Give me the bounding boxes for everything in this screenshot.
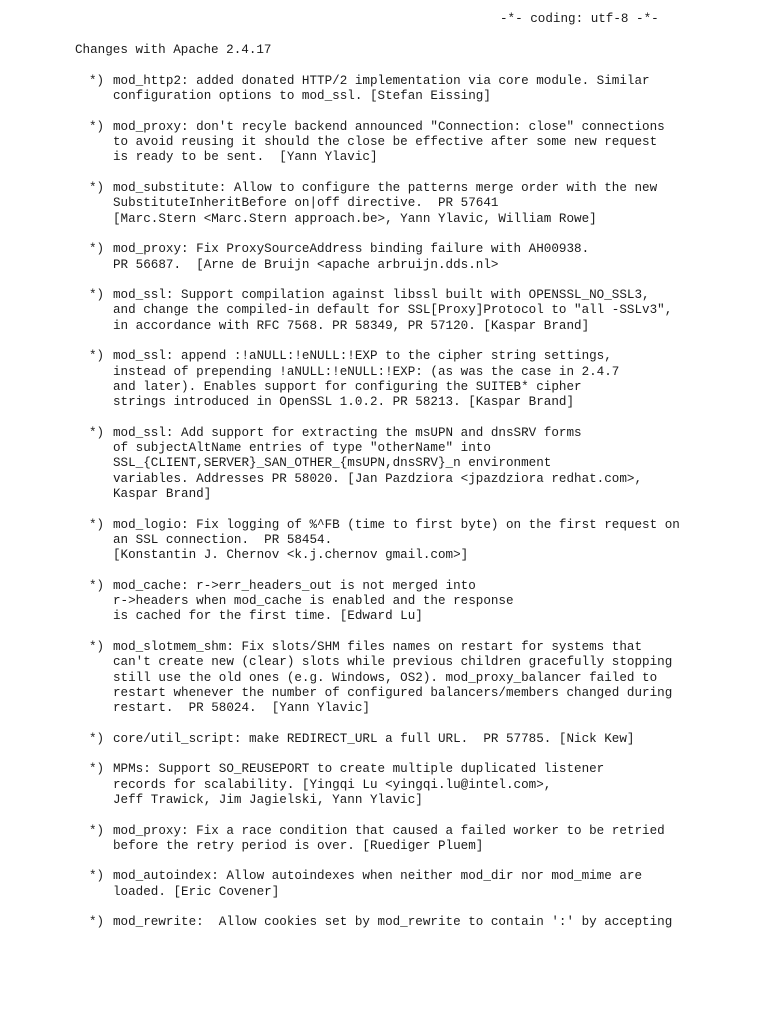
entry-text: mod_proxy: don't recyle backend announced "Connection: close" connections to avoid reusing it should the close be effective after some new request is ready to be sent. [Yann Ylavic] — [113, 119, 665, 165]
entry-text: mod_substitute: Allow to configure the patterns merge order with the new SubstituteInheritBefore on|off directive. PR 57641 [Marc.Stern <Marc.Stern approach.be>, Yann Ylavic, William Rowe] — [113, 181, 658, 226]
change-entry — [89, 518, 768, 564]
entry-text: mod_cache: r->err_headers_out is not merged into r->headers when mod_cache is enabled and the response is cached for the first time. [Edward Lu] — [113, 578, 514, 624]
entry-text: MPMs: Support SO_REUSEPORT to create multiple duplicated listener records for scalability. [Yingqi Lu <yingqi.lu@intel.com>, Jeff Trawick, Jim Jagielski, Yann Ylavic] — [113, 762, 605, 807]
change-entry — [89, 579, 768, 625]
entry-text: core/util_script: make REDIRECT_URL a full URL. PR 57785. [Nick Kew] — [113, 731, 635, 746]
entry-text: mod_ssl: Support compilation against libssl built with OPENSSL_NO_SSL3, and change the compiled-in default for SSL[Proxy]Protocol to "all -SSLv3", in accordance with RFC 7568. PR 58349, PR 57120. [Kaspar Brand] — [113, 288, 673, 333]
entry-text: mod_ssl: append :!aNULL:!eNULL:!EXP to the cipher string settings, instead of prepending !aNULL:!eNULL:!EXP: (as was the case in 2.4.7 and later). Enables support for configuring the SUITEB* cipher strings introduced in OpenSSL 1.0.2. PR 58213. [Kaspar Brand] — [113, 349, 620, 410]
change-entry — [89, 288, 768, 334]
change-entry — [89, 120, 768, 166]
change-entry — [89, 824, 768, 855]
entry-bullet: *) — [89, 181, 105, 196]
entry-text: mod_proxy: Fix ProxySourceAddress binding failure with AH00938. PR 56687. [Arne de Bruijn <apache arbruijn.dds.nl> — [113, 242, 590, 272]
entry-bullet: *) — [89, 578, 105, 593]
entry-text: mod_autoindex: Allow autoindexes when neither mod_dir nor mod_mime are loaded. [Eric Covener] — [113, 869, 643, 899]
entry-text: mod_http2: added donated HTTP/2 implementation via core module. Similar configuration options to mod_ssl. [Stefan Eissing] — [113, 74, 650, 104]
entry-bullet: *) — [89, 762, 105, 777]
entry-bullet: *) — [89, 915, 105, 930]
entry-bullet: *) — [89, 119, 105, 134]
entry-bullet: *) — [89, 74, 105, 88]
change-entry — [89, 181, 768, 227]
entry-bullet: *) — [89, 242, 105, 257]
coding-header: -*- coding: utf-8 -*- — [500, 12, 659, 26]
change-entry — [89, 349, 768, 410]
change-entry — [89, 762, 768, 808]
entry-bullet: *) — [89, 425, 105, 440]
change-entry — [89, 426, 768, 502]
changes-title: Changes with Apache 2.4.17 — [75, 43, 272, 57]
entry-bullet: *) — [89, 823, 105, 838]
entry-text: mod_slotmem_shm: Fix slots/SHM files names on restart for systems that can't create new (clear) slots while previous children gracefully stopping still use the old ones (e.g. Windows, OS2). mod_proxy_balancer failed to restart whenever the number of configured balancers/members changed during restart. PR 58024. [Yann Ylavic] — [113, 639, 673, 716]
change-entry — [89, 732, 768, 747]
entry-bullet: *) — [89, 517, 105, 532]
entry-text: mod_proxy: Fix a race condition that caused a failed worker to be retried before the retry period is over. [Ruediger Pluem] — [113, 823, 665, 853]
entry-bullet: *) — [89, 639, 105, 654]
change-entry — [89, 74, 768, 105]
change-entry — [89, 869, 768, 900]
entry-bullet: *) — [89, 288, 105, 303]
entry-text: mod_ssl: Add support for extracting the msUPN and dnsSRV forms of subjectAltName entries of type "otherName" into SSL_{CLIENT,SERVER}_SAN_OTHER_{msUPN,dnsSRV}_n environment variables. Addresses PR 58020. [Jan Pazdziora <jpazdziora redhat.com>, Kaspar Brand] — [113, 425, 643, 502]
entry-text: mod_logio: Fix logging of %^FB (time to first byte) on the first request on an SSL connection. PR 58454. [Konstantin J. Chernov <k.j.chernov gmail.com>] — [113, 517, 680, 563]
change-entry — [89, 242, 768, 273]
entry-bullet: *) — [89, 731, 105, 746]
change-entry — [89, 640, 768, 716]
changes-list — [89, 74, 768, 946]
change-entry — [89, 915, 768, 930]
entry-bullet: *) — [89, 869, 105, 884]
entry-bullet: *) — [89, 349, 105, 364]
entry-text: mod_rewrite: Allow cookies set by mod_rewrite to contain ':' by accepting — [113, 915, 673, 930]
